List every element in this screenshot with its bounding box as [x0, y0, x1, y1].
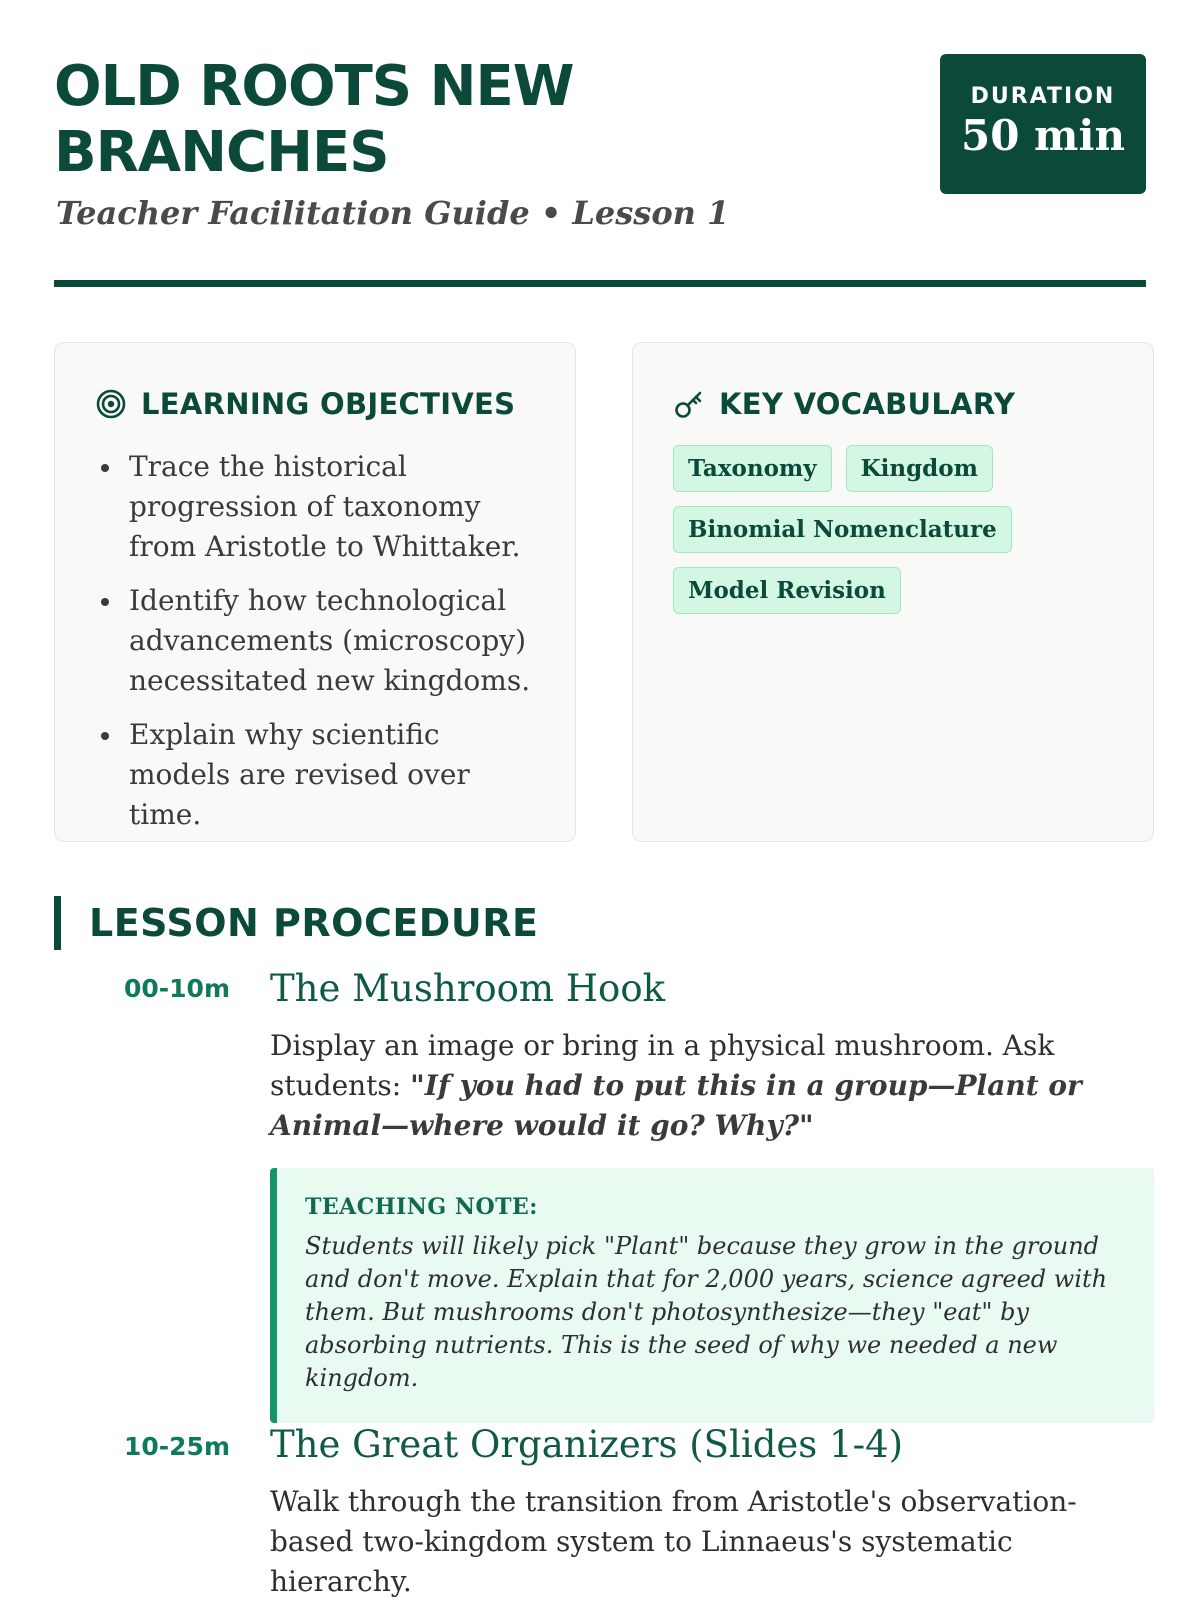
page-subtitle: Teacher Facilitation Guide • Lesson 1: [56, 194, 730, 232]
summary-cards: [54, 342, 1154, 842]
objectives-list: [95, 447, 535, 835]
step-time: 00-10m: [123, 974, 230, 1003]
objective-item: Trace the historical progression of taxonomy from Aristotle to Whittaker.: [95, 447, 535, 567]
key-vocabulary-title: KEY VOCABULARY: [719, 387, 1016, 421]
objective-item: Explain why scientific models are revised over time.: [95, 715, 535, 835]
key-vocabulary-card: [632, 342, 1154, 842]
header-divider: [54, 280, 1146, 287]
step-time: 10-25m: [123, 1432, 230, 1461]
page-header: [54, 0, 1146, 288]
step-description: Walk through the transition from Aristotle's observation-based two-kingdom system to Linnaeus's systematic hierarchy.: [270, 1485, 1077, 1598]
duration-label: DURATION: [970, 84, 1116, 109]
step-title: The Mushroom Hook: [270, 967, 666, 1010]
vocabulary-tags: [673, 445, 1003, 614]
step-body: [270, 1422, 1154, 1600]
target-icon: [95, 388, 127, 420]
duration-value: 50 min: [960, 111, 1125, 160]
step-description-text: Display an image or bring in a physical mushroom. Ask students:: [270, 1029, 1055, 1102]
learning-objectives-title: LEARNING OBJECTIVES: [141, 387, 516, 421]
duration-badge: [940, 54, 1146, 194]
teaching-note: [270, 1168, 1154, 1423]
objective-item: Identify how technological advancements (microscopy) necessitated new kingdoms.: [95, 581, 535, 701]
key-vocabulary-heading: [673, 387, 1113, 421]
learning-objectives-heading: [95, 387, 535, 421]
vocab-tag-taxonomy: Taxonomy: [673, 445, 832, 492]
vocab-tag-kingdom: Kingdom: [846, 445, 993, 492]
vocab-tag-model-revision: Model Revision: [673, 567, 901, 614]
learning-objectives-card: [54, 342, 576, 842]
lesson-procedure-heading: LESSON PROCEDURE: [54, 896, 538, 950]
step-description: [270, 1026, 1154, 1146]
page-title: OLD ROOTS NEW BRANCHES: [54, 54, 574, 185]
vocab-tag-binomial-nomenclature: Binomial Nomenclature: [673, 506, 1012, 553]
teaching-note-label: TEACHING NOTE:: [305, 1194, 538, 1220]
step-quote: "If you had to put this in a group—Plant or Animal—where would it go? Why?": [270, 1069, 1082, 1142]
teaching-note-text: Students will likely pick "Plant" because they grow in the ground and don't move. Explain that for 2,000 years, science agreed with them. But mushrooms don't photosynthesize—they "eat" by absorbing nutrients. This is the seed of why we needed a new kingdom.: [305, 1232, 1108, 1392]
step-body: [270, 966, 1154, 1423]
step-title: The Great Organizers (Slides 1-4): [270, 1423, 904, 1466]
key-icon: [673, 388, 705, 420]
